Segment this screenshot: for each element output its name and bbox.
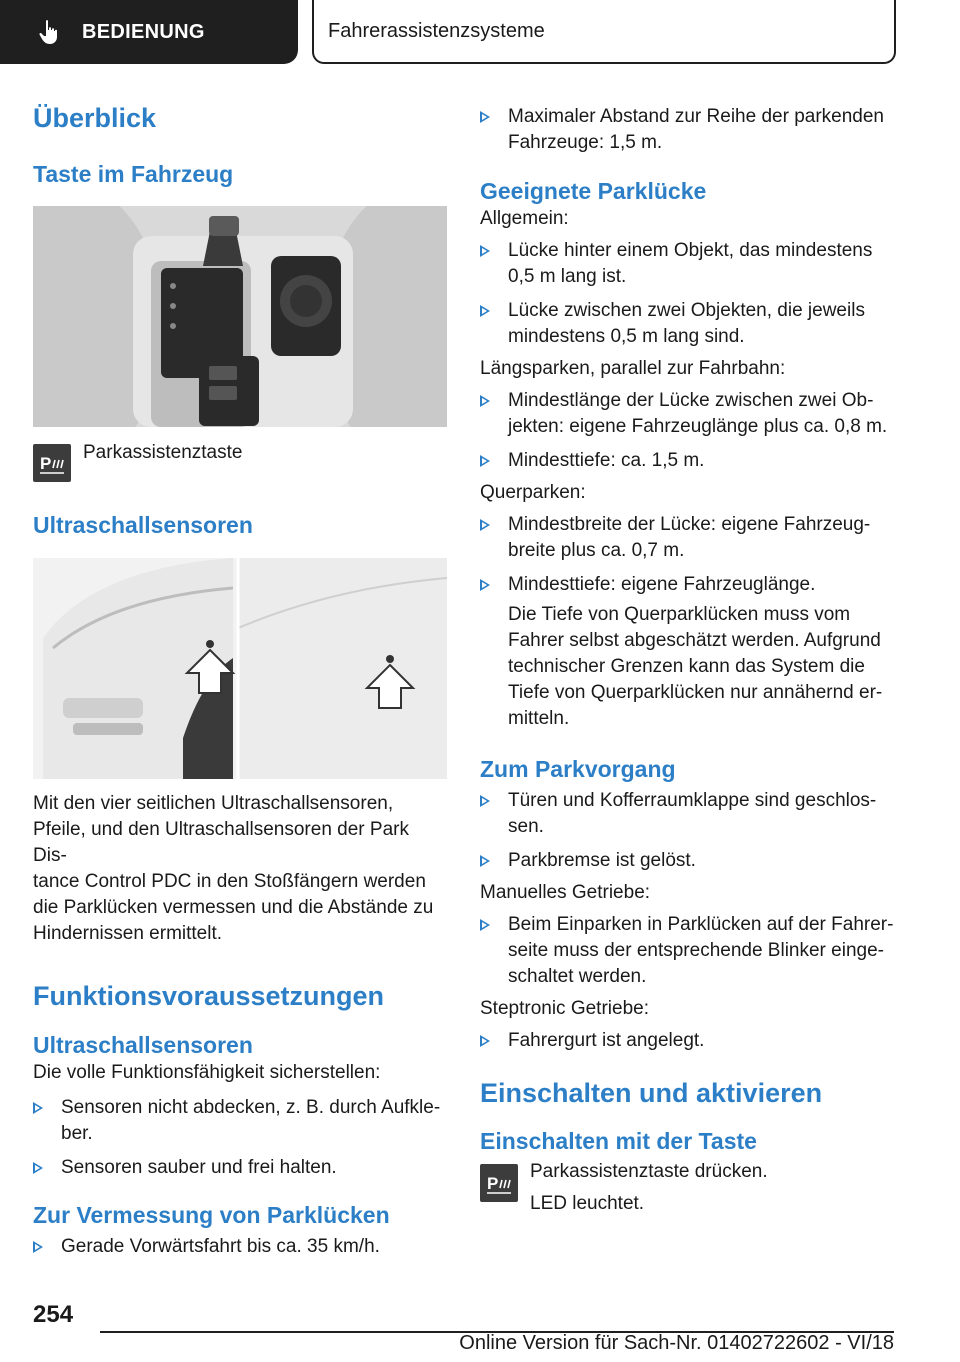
bullet-triangle-icon: [33, 1102, 43, 1114]
heading-activate: Einschalten und aktivieren: [480, 1078, 823, 1108]
text-line: Gerade Vorwärtsfahrt bis ca. 35 km/h.: [61, 1236, 380, 1257]
chapter-tab: [0, 0, 298, 64]
left-column: [33, 96, 447, 1260]
list-item: [480, 238, 894, 290]
list-item: [480, 848, 894, 874]
text-line: Parkassistenztaste drücken.: [530, 1161, 768, 1182]
heading-overview: Überblick: [33, 103, 157, 133]
list-item: [480, 912, 894, 990]
text-line: Lücke zwischen zwei Objekten, die jeweils: [508, 300, 865, 321]
list-item: [480, 448, 894, 474]
text-line: Pfeile, und den Ultraschallsensoren der Park Dis-: [33, 819, 409, 866]
button-caption: Parkassistenztaste: [83, 442, 243, 463]
list-item: [33, 1155, 447, 1181]
bullet-triangle-icon: [480, 795, 490, 807]
text-line: Mindesttiefe: ca. 1,5 m.: [508, 450, 705, 471]
hand-pointer-icon: [38, 19, 64, 45]
heading-suitable-gap: Geeignete Parklücke: [480, 178, 707, 204]
bullet-triangle-icon: [480, 1035, 490, 1047]
bullet-triangle-icon: [480, 579, 490, 591]
button-caption-row: [33, 444, 447, 482]
text-line: Hindernissen ermittelt.: [33, 923, 223, 944]
text-line: breite plus ca. 0,7 m.: [508, 540, 685, 561]
list-item: [480, 788, 894, 840]
svg-text:P: P: [40, 454, 52, 473]
steptronic-label: Steptronic Getriebe:: [480, 998, 649, 1019]
bullet-triangle-icon: [480, 519, 490, 531]
park-assist-button-icon: [480, 1164, 518, 1202]
text-line: technischer Grenzen kann das System die: [508, 656, 865, 677]
chapter-label: BEDIENUNG: [82, 20, 205, 43]
heading-sensors: Ultraschallsensoren: [33, 512, 253, 538]
text-line: tance Control PDC in den Stoßfängern werden: [33, 871, 426, 892]
footer-online-version: Online Version für Sach-Nr. 01402722602 - VI/18: [459, 1332, 894, 1354]
text-line: 0,5 m lang ist.: [508, 266, 627, 287]
heading-sensors-2: Ultraschallsensoren: [33, 1032, 253, 1058]
manual-label: Manuelles Getriebe:: [480, 882, 651, 903]
switch-on-row: [480, 1161, 894, 1217]
right-column: [480, 96, 894, 1217]
list-item: [480, 512, 894, 564]
page-header: [0, 0, 960, 66]
svg-text:P: P: [487, 1174, 499, 1193]
text-line: mindestens 0,5 m lang sind.: [508, 326, 745, 347]
heading-prerequisites: Funktionsvoraussetzungen: [33, 981, 385, 1011]
heading-button: Taste im Fahrzeug: [33, 161, 234, 187]
text-line: ber.: [61, 1123, 93, 1144]
text-line: jekten: eigene Fahrzeuglänge plus ca. 0,8 m.: [508, 416, 888, 437]
list-item: [480, 572, 894, 598]
text-line: Fahrzeuge: 1,5 m.: [508, 132, 663, 153]
bullet-triangle-icon: [480, 455, 490, 467]
text-line: Maximaler Abstand zur Reihe der parkenden: [508, 106, 884, 127]
heading-switch-on: Einschalten mit der Taste: [480, 1128, 757, 1154]
sensors-description: [33, 791, 447, 947]
text-line: Mindestbreite der Lücke: eigene Fahrzeug-: [508, 514, 871, 535]
list-item: [480, 298, 894, 350]
list-item: [33, 1234, 447, 1260]
general-label: Allgemein:: [480, 208, 569, 229]
text-line: seite muss der entsprechende Blinker einge-: [508, 940, 884, 961]
bullet-triangle-icon: [480, 305, 490, 317]
bullet-triangle-icon: [480, 245, 490, 257]
page-number: 254: [33, 1301, 74, 1328]
text-line: Türen und Kofferraumklappe sind geschlos-: [508, 790, 877, 811]
bullet-triangle-icon: [33, 1162, 43, 1174]
text-line: Lücke hinter einem Objekt, das mindestens: [508, 240, 873, 261]
center-console-photo: [33, 206, 447, 427]
bullet-triangle-icon: [480, 111, 490, 123]
sensors2-intro: Die volle Funktionsfähigkeit sicherstellen:: [33, 1062, 381, 1083]
list-item: [480, 104, 894, 156]
text-line: sen.: [508, 816, 544, 837]
sensor-location-photo: [33, 558, 447, 779]
text-line: Sensoren sauber und frei halten.: [61, 1157, 337, 1178]
text-line: Die Tiefe von Querparklücken muss vom: [508, 604, 851, 625]
bullet-triangle-icon: [480, 919, 490, 931]
park-assist-button-icon: [33, 444, 71, 482]
text-line: Beim Einparken in Parklücken auf der Fahrer-: [508, 914, 894, 935]
section-title: Fahrerassistenzsysteme: [312, 0, 896, 64]
list-item: [33, 1095, 447, 1147]
text-line: Fahrer selbst abgeschätzt werden. Aufgrund: [508, 630, 881, 651]
text-line: Sensoren nicht abdecken, z. B. durch Aufkle-: [61, 1097, 441, 1118]
text-line: Mindestlänge der Lücke zwischen zwei Ob-: [508, 390, 874, 411]
text-line: schaltet werden.: [508, 966, 647, 987]
bullet-triangle-icon: [33, 1241, 43, 1253]
parallel-label: Längsparken, parallel zur Fahrbahn:: [480, 358, 786, 379]
text-line: Parkbremse ist gelöst.: [508, 850, 696, 871]
cross-note: [480, 602, 894, 732]
switch-on-text: [530, 1159, 768, 1217]
heading-parking-process: Zum Parkvorgang: [480, 756, 676, 782]
text-line: Mit den vier seitlichen Ultraschallsensoren,: [33, 793, 394, 814]
text-line: Mindesttiefe: eigene Fahrzeuglänge.: [508, 574, 816, 595]
cross-label: Querparken:: [480, 482, 586, 503]
text-line: die Parklücken vermessen und die Abstände zu: [33, 897, 434, 918]
bullet-triangle-icon: [480, 395, 490, 407]
text-line: LED leuchtet.: [530, 1193, 645, 1214]
bullet-triangle-icon: [480, 855, 490, 867]
text-line: mitteln.: [508, 708, 570, 729]
heading-measure: Zur Vermessung von Parklücken: [33, 1202, 390, 1228]
text-line: Tiefe von Querparklücken nur annähernd er-: [508, 682, 883, 703]
list-item: [480, 388, 894, 440]
text-line: Fahrergurt ist angelegt.: [508, 1030, 705, 1051]
list-item: [480, 1028, 894, 1054]
